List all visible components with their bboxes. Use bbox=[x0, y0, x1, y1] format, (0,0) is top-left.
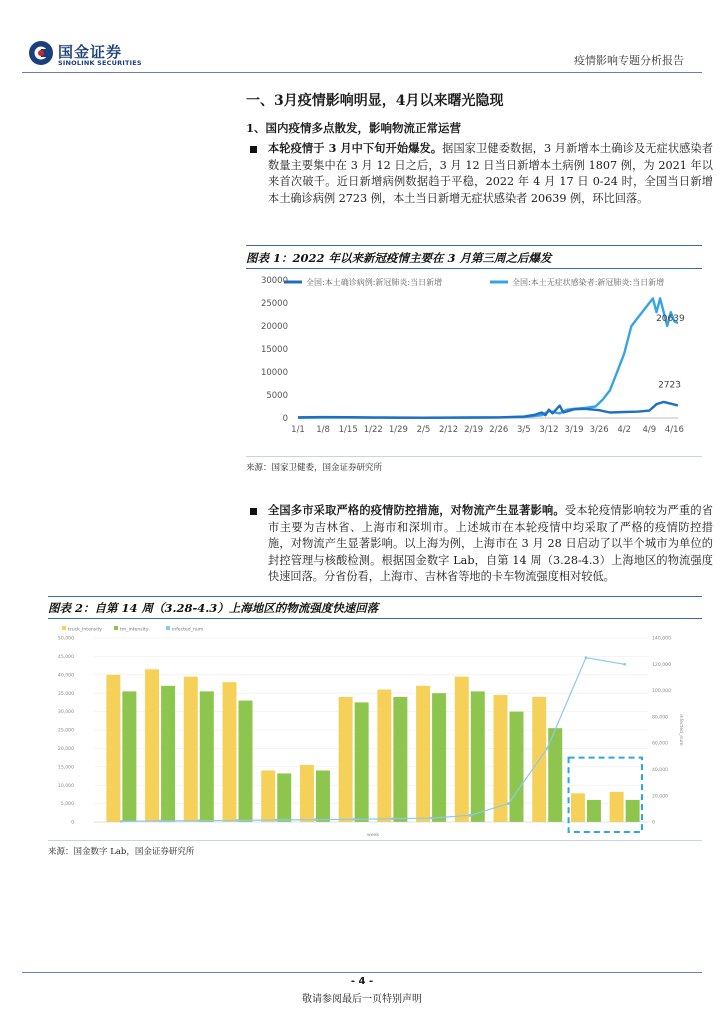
chart2-y-tick-right: 100,000 bbox=[652, 689, 671, 695]
chart1-legend-label: 全国:本土无症状感染者:新冠肺炎:当日新增 bbox=[512, 278, 665, 287]
chart1-y-tick: 25000 bbox=[260, 299, 288, 309]
chart1-x-tick: 4/9 bbox=[642, 425, 657, 435]
figure1-chart bbox=[246, 270, 702, 450]
bullet-paragraph-1 bbox=[268, 140, 713, 207]
chart2-bar-tm bbox=[200, 691, 214, 822]
chart2-y-tick-left: 40,000 bbox=[57, 673, 74, 679]
chart1-x-tick: 1/22 bbox=[363, 425, 383, 435]
bullet-body-2: 受本轮疫情影响较为严重的省市主要为吉林省、上海市和深圳市。上述城市在本轮疫情中均采取了严格的疫情防控措施，对物流产生显著影响。以上海为例，上海市在 3 月 28 日启动了以半个城市为单位的封控管理与核酸检测。根据国金数字 Lab，自第 14 周（3.28-4.3）上海地区的物流强度快速回落。分省份看，上海市、吉林省等地的卡车物流强度相对较低。 bbox=[268, 504, 713, 583]
chart2-bar-truck bbox=[339, 697, 353, 822]
chart2-y-tick-right: 60,000 bbox=[652, 741, 669, 747]
chart1-series bbox=[298, 298, 678, 417]
page-header bbox=[0, 0, 724, 80]
chart2-legend-label: infected_num bbox=[172, 627, 204, 633]
chart2-bar-tm bbox=[316, 770, 330, 822]
disclaimer-note: 敬请参阅最后一页特别声明 bbox=[302, 994, 422, 1005]
chart2-line-point bbox=[430, 817, 433, 820]
chart1-x-tick: 3/5 bbox=[517, 425, 531, 435]
bullet-paragraph-2 bbox=[268, 502, 713, 586]
report-title: 疫情影响专题分析报告 bbox=[574, 54, 684, 67]
chart2-bar-truck bbox=[610, 792, 624, 822]
chart1-x-tick: 4/16 bbox=[664, 425, 684, 435]
chart2-bars bbox=[106, 669, 639, 822]
chart2-y-ticks-left bbox=[58, 636, 74, 826]
chart2-line-point bbox=[314, 818, 317, 821]
chart2-bar-truck bbox=[145, 669, 159, 822]
logo-text-en: SINOLINK SECURITIES bbox=[58, 59, 142, 67]
chart2-y-tick-left: 30,000 bbox=[57, 710, 74, 716]
chart1-x-tick: 3/12 bbox=[539, 425, 559, 435]
chart2-x-labels bbox=[94, 822, 648, 838]
chart2-bar-tm bbox=[277, 773, 291, 822]
chart2-y-tick-right: 120,000 bbox=[652, 662, 671, 668]
chart2-bar-truck bbox=[494, 695, 508, 822]
figure1-source: 来源：国家卫健委，国金证券研究所 bbox=[246, 463, 383, 473]
chart1-y-tick: 20000 bbox=[260, 322, 288, 332]
bullet-lead-2: 全国多市采取严格的疫情防控措施，对物流产生显著影响。 bbox=[268, 503, 565, 517]
chart2-y-tick-left: 5,000 bbox=[60, 802, 74, 808]
chart1-x-tick: 1/8 bbox=[316, 425, 330, 435]
figure1-caption: 图表 1：2022 年以来新冠疫情主要在 3 月第三周之后爆发 bbox=[246, 251, 552, 265]
chart2-bar-tm bbox=[239, 701, 253, 822]
chart2-line-point bbox=[546, 747, 549, 750]
chart2-y-tick-left: 35,000 bbox=[57, 691, 74, 697]
chart2-bar-truck bbox=[223, 682, 237, 822]
chart2-y-tick-left: 45,000 bbox=[57, 655, 74, 660]
chart1-y-tick: 10000 bbox=[260, 368, 288, 378]
chart2-legend-swatch bbox=[62, 626, 66, 630]
chart1-legend bbox=[284, 277, 664, 287]
chart2-bar-tm bbox=[122, 691, 136, 822]
chart2-bar-truck bbox=[300, 765, 314, 822]
chart2-line-point bbox=[352, 818, 355, 821]
bullet-marker bbox=[250, 508, 257, 515]
chart1-y-tick: 5000 bbox=[266, 391, 288, 401]
chart2-bar-truck bbox=[184, 677, 198, 822]
chart2-y-tick-left: 0 bbox=[71, 820, 74, 826]
bullet-lead-1: 本轮疫情于 3 月中下旬开始爆发。 bbox=[268, 141, 443, 155]
chart2-line-point bbox=[391, 817, 394, 820]
chart2-y-tick-left: 50,000 bbox=[57, 636, 74, 642]
chart1-x-tick: 1/29 bbox=[388, 425, 408, 435]
chart2-right-axis-label: infected_num bbox=[678, 714, 683, 746]
chart2-bar-tm bbox=[626, 800, 640, 822]
chart2-bar-truck bbox=[416, 686, 430, 822]
chart2-line-point bbox=[585, 656, 588, 659]
chart2-bar-tm bbox=[355, 702, 369, 822]
chart1-x-tick: 3/19 bbox=[564, 425, 584, 435]
chart2-bar-truck bbox=[106, 675, 120, 822]
bullet-body-1: 据国家卫健委数据，3 月新增本土确诊及无症状感染者数量主要集中在 3 月 12 日之后，3 月 12 日当日新增本土病例 1807 例，为 2021 年以来首次破千。近日新增病例数据趋于平稳，2022 年 4 月 17 日 0-24 时，全国当日新增本土确诊病例 2723 例，本土当日新增无症状感染者 20639 例，环比回落。 bbox=[268, 142, 713, 205]
header-divider bbox=[22, 72, 702, 73]
chart2-bar-truck bbox=[455, 677, 469, 822]
chart2-line-point bbox=[236, 819, 239, 822]
chart2-y-tick-right: 80,000 bbox=[652, 715, 669, 721]
chart2-line-point bbox=[623, 663, 626, 666]
chart2-line-point bbox=[275, 819, 278, 822]
chart2-y-tick-right: 140,000 bbox=[652, 636, 671, 642]
chart1-annotations bbox=[656, 314, 685, 390]
chart2-line-point bbox=[197, 819, 200, 822]
chart2-legend bbox=[62, 626, 204, 633]
figure2-bottom-rule bbox=[48, 618, 702, 619]
figure2-source-rule bbox=[48, 840, 702, 841]
chart2-bar-truck bbox=[377, 690, 391, 822]
figure1-bottom-rule bbox=[246, 268, 702, 269]
chart1-y-tick: 0 bbox=[282, 414, 288, 424]
chart2-legend-swatch bbox=[114, 626, 118, 630]
chart2-line-point bbox=[468, 814, 471, 817]
section-title: 一、3月疫情影响明显，4月以来曙光隐现 bbox=[246, 93, 504, 109]
logo-text-cn: 国金证券 bbox=[58, 43, 123, 61]
chart2-legend-label: tm_intensity bbox=[120, 627, 149, 633]
chart2-bar-truck bbox=[571, 793, 585, 822]
chart2-y-ticks-right bbox=[652, 636, 684, 826]
chart1-y-ticks bbox=[261, 276, 678, 424]
chart1-x-tick: 4/2 bbox=[617, 425, 632, 435]
chart1-x-tick: 2/19 bbox=[464, 425, 484, 435]
footer-divider bbox=[22, 972, 702, 973]
figure2-source: 来源：国金数字 Lab，国金证券研究所 bbox=[48, 847, 195, 857]
chart2-bar-truck bbox=[261, 770, 275, 822]
chart1-line-asymptomatic bbox=[298, 298, 678, 417]
chart2-bar-tm bbox=[510, 712, 524, 822]
chart1-x-tick: 2/12 bbox=[439, 425, 459, 435]
sinolink-logo-icon bbox=[28, 40, 54, 66]
sub-title: 1、国内疫情多点散发，影响物流正常运营 bbox=[246, 121, 461, 135]
figure1-top-rule bbox=[246, 245, 702, 246]
chart1-y-tick: 30000 bbox=[260, 276, 288, 286]
chart1-y-tick: 15000 bbox=[260, 345, 288, 355]
chart2-y-tick-right: 20,000 bbox=[652, 794, 669, 800]
chart1-annotation-asymptomatic: 20639 bbox=[656, 314, 685, 325]
chart2-bar-tm bbox=[471, 691, 485, 822]
chart2-legend-label: truck_intensity bbox=[68, 627, 103, 633]
chart1-x-tick: 1/1 bbox=[291, 425, 305, 435]
chart1-x-tick: 2/5 bbox=[416, 425, 431, 435]
bullet-marker bbox=[250, 146, 257, 153]
chart2-x-axis-label: week bbox=[366, 833, 380, 838]
chart2-y-tick-left: 25,000 bbox=[57, 728, 74, 734]
chart1-legend-label: 全国:本土确诊病例:新冠肺炎:当日新增 bbox=[306, 278, 443, 287]
chart1-x-tick: 3/26 bbox=[589, 425, 609, 435]
chart2-bar-tm bbox=[393, 697, 407, 822]
chart1-x-tick: 2/26 bbox=[489, 425, 509, 435]
chart2-y-tick-right: 40,000 bbox=[652, 768, 669, 774]
chart2-y-tick-left: 15,000 bbox=[57, 765, 74, 771]
chart2-line-point bbox=[120, 820, 123, 823]
chart1-x-tick: 1/15 bbox=[338, 425, 358, 435]
chart1-annotation-confirmed: 2723 bbox=[658, 380, 681, 391]
figure2-chart bbox=[48, 620, 702, 838]
chart2-legend-swatch bbox=[166, 626, 170, 630]
chart2-line-point bbox=[507, 802, 510, 805]
chart1-x-ticks bbox=[291, 425, 684, 435]
chart2-bar-tm bbox=[161, 686, 175, 822]
chart1-line-confirmed bbox=[298, 402, 678, 418]
chart2-y-tick-left: 20,000 bbox=[57, 747, 74, 752]
chart2-grid bbox=[94, 638, 648, 822]
chart2-bar-tm bbox=[587, 800, 601, 822]
chart2-bar-tm bbox=[432, 693, 446, 822]
figure1-source-rule bbox=[246, 456, 702, 457]
page-number: - 4 - bbox=[350, 976, 374, 987]
figure2-top-rule bbox=[48, 596, 702, 597]
figure2-caption: 图表 2：自第 14 周（3.28-4.3）上海地区的物流强度快速回落 bbox=[48, 601, 379, 615]
chart2-y-tick-left: 10,000 bbox=[57, 783, 74, 789]
chart2-y-tick-right: 0 bbox=[652, 820, 655, 826]
